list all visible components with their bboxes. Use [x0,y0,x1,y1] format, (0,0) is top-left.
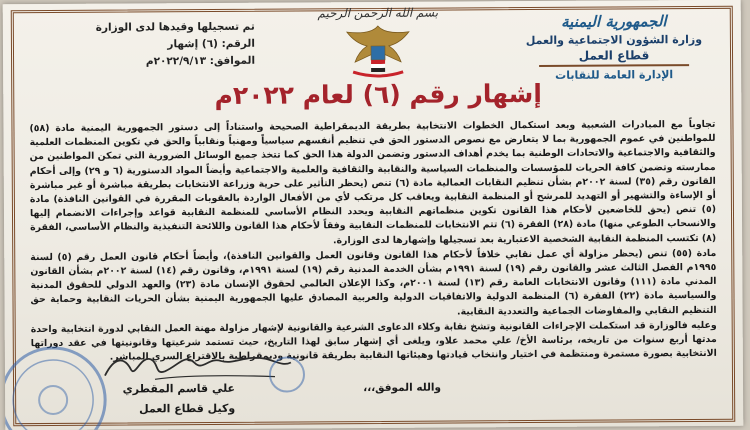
document-sheet [3,0,744,430]
ministry-name: وزارة الشؤون الاجتماعية والعمل [525,32,703,48]
registration-number: الرقم: (٦) إشهار [167,37,255,51]
signatory-title: وكيل قطاع العمل [139,401,236,416]
republic-name: الجمهورية اليمنية [561,12,667,31]
eagle-emblem-icon [333,22,423,81]
registration-info [55,19,255,71]
sector-name: قطاع العمل [578,48,650,63]
document-body [29,118,716,366]
ministry-header [519,12,709,82]
signatory-name: علي قاسم المقطري [122,381,236,396]
registration-note: تم تسجيلها وقيدها لدى الوزارة [95,20,255,34]
bismillah: بسم الله الرحمن الرحيم [317,5,439,21]
signatory-block [65,379,235,420]
paragraph: تجاوباً مع المبادرات الشعبية وبعد استكمال الخطوات الانتخابية بطريقة الديمقراطية الصحيحة واستناداً إلى دستور الجمهورية اليمنية مادة (٥٨) للمواطنين في عموم الجمهورية بما لا يتعارض مع نصوص الدستور الحق في تنظيم أنفسهم سياسياً ومهنياً ونقابياً والحق في تكوين المنظمات العلمية والثقافية والاجتماعية والاتحادات الوطنية بما يخدم أهداف الدستور وتضمن الدولة هذا الحق كما تتخذ جميع الوسائل الضرورية التي تمكن المواطنين من ممارسته وتضمن كافة الحريات للمؤسسات والمنظمات السياسية والنقابية والثقافية والعلمية والاجتماعية وأيضاً المواد الدستورية (٦ و ٢٩) وإلى أحكام القانون رقم (٣٥) لسنة ٢٠٠٢م بشأن تنظيم النقابات العمالية مادة (٦) تنص (يحظر التأثير على حرية وزراعة الانتخابات بطريقة مباشرة أو غير مباشرة أو الإساءة والتشهير أو التهديد للمرشح أو المنظمة النقابية ويعاقب كل مرتكب لأي من الأفعال الواردة بالعقوبات المقررة في القوانين النافذة) مادة (٥) تنص (يحق للخاضعين لأحكام هذا القانون تكوين منظماتهم النقابية ويحدد النظام الأساسي للمنظمة النقابية قواعد وإجراءات الانضمام إليها والانسحاب الطوعي منها) مادة (٢٨) الفقرة (٦) تتم الانتخابات للمنظمات النقابية وفقاً لأحكام هذا القانون واللائحة التنفيذية والنظام الأساسي، الفقرة (٨) تكتسب المنظمة النقابية الشخصية الاعتبارية بعد تسجيلها وإشهارها لدى الوزارة. [29,118,717,246]
department-name: الإدارة العامة للنقابات [555,68,674,82]
small-stamp-icon [267,354,307,394]
header-rule [539,64,689,67]
closing-phrase: والله الموفق،،، [363,381,442,395]
paragraph: مادة (٥٥) تنص (يحظر مزاولة أي عمل نقابي خلافاً لأحكام هذا القانون وقانون العمل والقوانين النافذة)، وأيضاً أحكام قانون العمل رقم (٥) لسنة ١٩٩٥م الفصل الثالث عشر والقانون رقم (١٩) لسنة ١٩٩١م بشأن الخدمة المدنية رقم (١٩) لسنة ١٩٩١م، وقانون رقم (١٤) لسنة ٢٠٠٢م بشأن القانون المدني مادة (١١١) وقانون الانتخابات العامة رقم (١٣) لسنة ٢٠٠١م، وكذا الإعلان العالمي لحقوق الإنسان مادة (٢٣) والعهد الدولي للحقوق المدنية والسياسية مادة (٢٢) الفقرة (٦) المنظمة الدولية والاتفاقيات الدولية والعربية المصادق عليها الجمهورية اليمنية بشأن الحريات النقابية وحماية حق التنظيم النقابي والمفاوضات الجماعية والتعددية النقابية. [30,247,717,318]
registration-date: الموافق: ٢٠٢٢/٩/١٣م [145,54,256,68]
paragraph: وعليه فالوزارة قد استكملت الإجراءات القانونية وتشخ نقابة وكلاء الدعاوى الشرعية والقانونية لإشهار مزاولة مهنة العمل النقابي لدورة انتخابية واحدة مدتها أربع سنوات من تاريخه، برئاسة الأخ/ علي محمد علاو، ويلغى أي إشهار سابق لهذا التاريخ، حيث تستمد شرعيتها وقانونيتها في عقد دوراتها الانتخابية بصورة مستمرة ومنتظمة في اختيار وانتخاب قيادتها وهيئاتها النقابية بطريقة قانونية وديمقراطية بالاقتراع السري المباشر. [30,319,717,363]
document-title: إشهار رقم (٦) لعام ٢٠٢٢م [214,78,543,110]
